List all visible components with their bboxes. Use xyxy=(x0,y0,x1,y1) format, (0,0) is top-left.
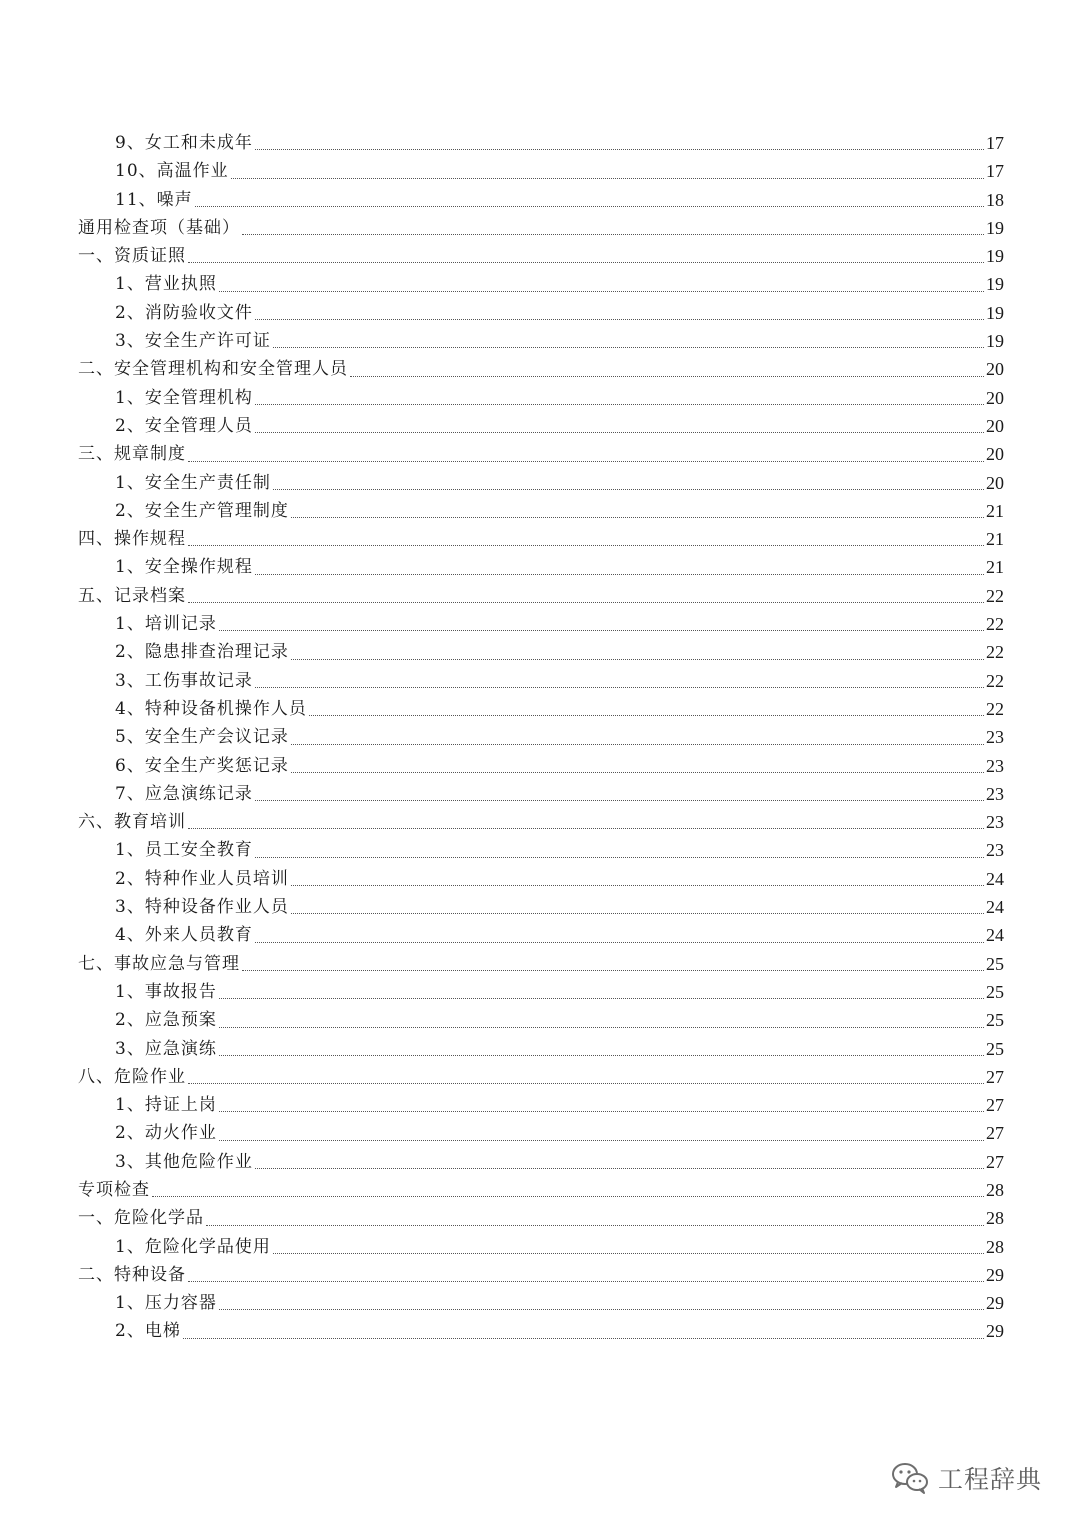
toc-page-number: 21 xyxy=(986,500,1004,521)
dot-leader xyxy=(291,772,984,773)
toc-page-number: 19 xyxy=(986,246,1004,267)
dot-leader xyxy=(188,1083,984,1084)
toc-entry[interactable] xyxy=(78,157,1004,185)
toc-page-number: 22 xyxy=(986,698,1004,719)
toc-page-number: 24 xyxy=(986,868,1004,889)
watermark xyxy=(890,1458,1042,1498)
toc-entry[interactable] xyxy=(78,1091,1004,1119)
dot-leader xyxy=(255,687,984,688)
dot-leader xyxy=(255,942,984,943)
dot-leader xyxy=(242,234,984,235)
toc-entry[interactable] xyxy=(78,638,1004,666)
toc-entry-label: 四、操作规程 xyxy=(78,529,186,550)
dot-leader xyxy=(219,1027,984,1028)
dot-leader xyxy=(309,715,984,716)
toc-entry[interactable] xyxy=(78,978,1004,1006)
toc-entry[interactable] xyxy=(78,299,1004,327)
toc-entry[interactable] xyxy=(78,355,1004,383)
toc-page-number: 20 xyxy=(986,444,1004,465)
dot-leader xyxy=(242,970,984,971)
toc-entry[interactable] xyxy=(78,129,1004,157)
toc-entry[interactable] xyxy=(78,1148,1004,1176)
toc-entry[interactable] xyxy=(78,186,1004,214)
toc-entry[interactable] xyxy=(78,1233,1004,1261)
toc-entry-label: 七、事故应急与管理 xyxy=(78,953,240,974)
toc-entry[interactable] xyxy=(78,808,1004,836)
dot-leader xyxy=(188,262,984,263)
toc-entry[interactable] xyxy=(78,1261,1004,1289)
toc-page-number: 21 xyxy=(986,529,1004,550)
toc-entry-label: 三、规章制度 xyxy=(78,444,186,465)
toc-page-number: 20 xyxy=(986,387,1004,408)
dot-leader xyxy=(188,1281,984,1282)
toc-entry[interactable] xyxy=(78,1204,1004,1232)
toc-page-number: 19 xyxy=(986,302,1004,323)
toc-page-number: 19 xyxy=(986,331,1004,352)
toc-page-number: 29 xyxy=(986,1321,1004,1342)
toc-page-number: 25 xyxy=(986,1038,1004,1059)
toc-page-number: 29 xyxy=(986,1264,1004,1285)
toc-page-number: 19 xyxy=(986,274,1004,295)
dot-leader xyxy=(188,461,984,462)
toc-entry[interactable] xyxy=(78,1289,1004,1317)
toc-entry-label: 1、营业执照 xyxy=(115,274,217,295)
dot-leader xyxy=(255,1168,984,1169)
toc-entry-label: 通用检查项（基础） xyxy=(78,217,240,238)
dot-leader xyxy=(219,1140,984,1141)
toc-entry[interactable] xyxy=(78,752,1004,780)
toc-entry[interactable] xyxy=(78,412,1004,440)
toc-entry-label: 八、危险作业 xyxy=(78,1066,186,1087)
toc-entry-label: 7、应急演练记录 xyxy=(115,783,253,804)
toc-page-number: 22 xyxy=(986,670,1004,691)
dot-leader xyxy=(219,630,984,631)
toc-page-number: 19 xyxy=(986,217,1004,238)
toc-entry-label: 10、高温作业 xyxy=(115,161,229,182)
toc-entry[interactable] xyxy=(78,1035,1004,1063)
toc-page-number: 27 xyxy=(986,1095,1004,1116)
toc-entry-label: 1、压力容器 xyxy=(115,1293,217,1314)
watermark-text: 工程辞典 xyxy=(938,1465,1043,1494)
toc-entry-label: 9、女工和未成年 xyxy=(115,133,253,153)
toc-entry-label: 3、应急演练 xyxy=(115,1038,217,1059)
toc-entry-label: 1、培训记录 xyxy=(115,614,217,635)
toc-page-number: 20 xyxy=(986,472,1004,493)
dot-leader xyxy=(291,885,984,886)
dot-leader xyxy=(219,998,984,999)
toc-page-number: 17 xyxy=(986,161,1004,182)
toc-entry[interactable] xyxy=(78,440,1004,468)
toc-entry-label: 2、动火作业 xyxy=(115,1123,217,1144)
dot-leader xyxy=(188,828,984,829)
dot-leader xyxy=(219,1055,984,1056)
toc-entry-label: 1、员工安全教育 xyxy=(115,840,253,861)
toc-entry[interactable] xyxy=(78,469,1004,497)
toc-entry-label: 3、工伤事故记录 xyxy=(115,670,253,691)
toc-page-number: 29 xyxy=(986,1293,1004,1314)
toc-entry[interactable] xyxy=(78,865,1004,893)
toc-page-number: 22 xyxy=(986,585,1004,606)
toc-page-number: 25 xyxy=(986,953,1004,974)
toc-entry[interactable] xyxy=(78,525,1004,553)
toc-entry-label: 6、安全生产奖惩记录 xyxy=(115,755,289,776)
dot-leader xyxy=(206,1225,984,1226)
toc-page-number: 18 xyxy=(986,189,1004,210)
toc-entry[interactable] xyxy=(78,242,1004,270)
toc-page-number: 23 xyxy=(986,755,1004,776)
wechat-icon xyxy=(890,1460,930,1496)
toc-entry[interactable] xyxy=(78,1119,1004,1147)
toc-entry-label: 3、安全生产许可证 xyxy=(115,331,271,352)
dot-leader xyxy=(291,659,984,660)
toc-page-number: 24 xyxy=(986,925,1004,946)
toc-page-number: 28 xyxy=(986,1208,1004,1229)
toc-page-number: 23 xyxy=(986,812,1004,833)
toc-page-number: 28 xyxy=(986,1236,1004,1257)
toc-entry[interactable] xyxy=(78,1176,1004,1204)
dot-leader xyxy=(255,404,984,405)
toc-entry[interactable] xyxy=(78,610,1004,638)
dot-leader xyxy=(255,574,984,575)
toc-entry[interactable] xyxy=(78,1006,1004,1034)
toc-entry[interactable] xyxy=(78,667,1004,695)
toc-entry[interactable] xyxy=(78,553,1004,581)
dot-leader xyxy=(255,319,984,320)
toc-entry-label: 1、安全生产责任制 xyxy=(115,472,271,493)
toc-entry-label: 2、消防验收文件 xyxy=(115,302,253,323)
toc-entry[interactable] xyxy=(78,214,1004,242)
toc-entry-label: 一、危险化学品 xyxy=(78,1208,204,1229)
toc-page-number: 23 xyxy=(986,727,1004,748)
toc-page-number: 20 xyxy=(986,359,1004,380)
toc-page-number: 27 xyxy=(986,1066,1004,1087)
toc-page-number: 28 xyxy=(986,1179,1004,1200)
toc-page-number: 23 xyxy=(986,840,1004,861)
toc-entry-label: 11、噪声 xyxy=(115,189,193,210)
dot-leader xyxy=(231,178,984,179)
toc-entry[interactable] xyxy=(78,723,1004,751)
toc-entry[interactable] xyxy=(78,1317,1004,1345)
toc-entry-label: 3、特种设备作业人员 xyxy=(115,897,289,918)
toc-entry[interactable] xyxy=(78,327,1004,355)
toc-entry[interactable] xyxy=(78,270,1004,298)
toc-entry-label: 2、隐患排查治理记录 xyxy=(115,642,289,663)
dot-leader xyxy=(195,206,984,207)
dot-leader xyxy=(291,744,984,745)
toc-page-number: 24 xyxy=(986,897,1004,918)
toc-entry[interactable] xyxy=(78,893,1004,921)
toc-entry-label: 一、资质证照 xyxy=(78,246,186,267)
dot-leader xyxy=(255,857,984,858)
toc-entry-label: 1、安全操作规程 xyxy=(115,557,253,578)
dot-leader xyxy=(255,800,984,801)
toc-page-number: 22 xyxy=(986,614,1004,635)
toc-entry[interactable] xyxy=(78,695,1004,723)
toc-page-number: 21 xyxy=(986,557,1004,578)
toc-page-number: 20 xyxy=(986,415,1004,436)
toc-page-number: 27 xyxy=(986,1151,1004,1172)
table-of-contents xyxy=(78,129,1004,1346)
dot-leader xyxy=(188,545,984,546)
toc-page-number: 27 xyxy=(986,1123,1004,1144)
toc-entry[interactable] xyxy=(78,1063,1004,1091)
dot-leader xyxy=(219,291,984,292)
dot-leader xyxy=(219,1309,984,1310)
toc-entry[interactable] xyxy=(78,497,1004,525)
toc-entry[interactable] xyxy=(78,780,1004,808)
toc-entry-label: 4、特种设备机操作人员 xyxy=(115,698,307,719)
toc-page-number: 22 xyxy=(986,642,1004,663)
toc-entry[interactable] xyxy=(78,950,1004,978)
dot-leader xyxy=(273,1253,984,1254)
toc-entry-label: 六、教育培训 xyxy=(78,812,186,833)
toc-entry-label: 2、电梯 xyxy=(115,1321,181,1342)
toc-entry-label: 专项检查 xyxy=(78,1179,150,1200)
toc-entry-label: 二、特种设备 xyxy=(78,1264,186,1285)
dot-leader xyxy=(350,376,984,377)
dot-leader xyxy=(255,432,984,433)
toc-entry-label: 1、持证上岗 xyxy=(115,1095,217,1116)
dot-leader xyxy=(291,913,984,914)
toc-entry[interactable] xyxy=(78,582,1004,610)
toc-entry[interactable] xyxy=(78,384,1004,412)
toc-entry-label: 1、危险化学品使用 xyxy=(115,1236,271,1257)
toc-entry-label: 2、安全生产管理制度 xyxy=(115,500,289,521)
toc-entry-label: 二、安全管理机构和安全管理人员 xyxy=(78,359,348,380)
toc-entry-label: 4、外来人员教育 xyxy=(115,925,253,946)
toc-entry[interactable] xyxy=(78,836,1004,864)
dot-leader xyxy=(273,489,984,490)
dot-leader xyxy=(183,1338,984,1339)
toc-entry-label: 3、其他危险作业 xyxy=(115,1151,253,1172)
toc-entry-label: 五、记录档案 xyxy=(78,585,186,606)
dot-leader xyxy=(188,602,984,603)
toc-page-number: 25 xyxy=(986,981,1004,1002)
dot-leader xyxy=(273,347,984,348)
toc-entry-label: 2、安全管理人员 xyxy=(115,415,253,436)
toc-entry-label: 2、特种作业人员培训 xyxy=(115,868,289,889)
dot-leader xyxy=(152,1196,984,1197)
toc-page-number: 25 xyxy=(986,1010,1004,1031)
toc-entry-label: 1、事故报告 xyxy=(115,981,217,1002)
dot-leader xyxy=(255,149,984,150)
toc-entry-label: 5、安全生产会议记录 xyxy=(115,727,289,748)
toc-page-number: 23 xyxy=(986,783,1004,804)
toc-entry-label: 1、安全管理机构 xyxy=(115,387,253,408)
toc-entry[interactable] xyxy=(78,921,1004,949)
toc-entry-label: 2、应急预案 xyxy=(115,1010,217,1031)
dot-leader xyxy=(219,1111,984,1112)
toc-page-number: 17 xyxy=(986,133,1004,153)
dot-leader xyxy=(291,517,984,518)
